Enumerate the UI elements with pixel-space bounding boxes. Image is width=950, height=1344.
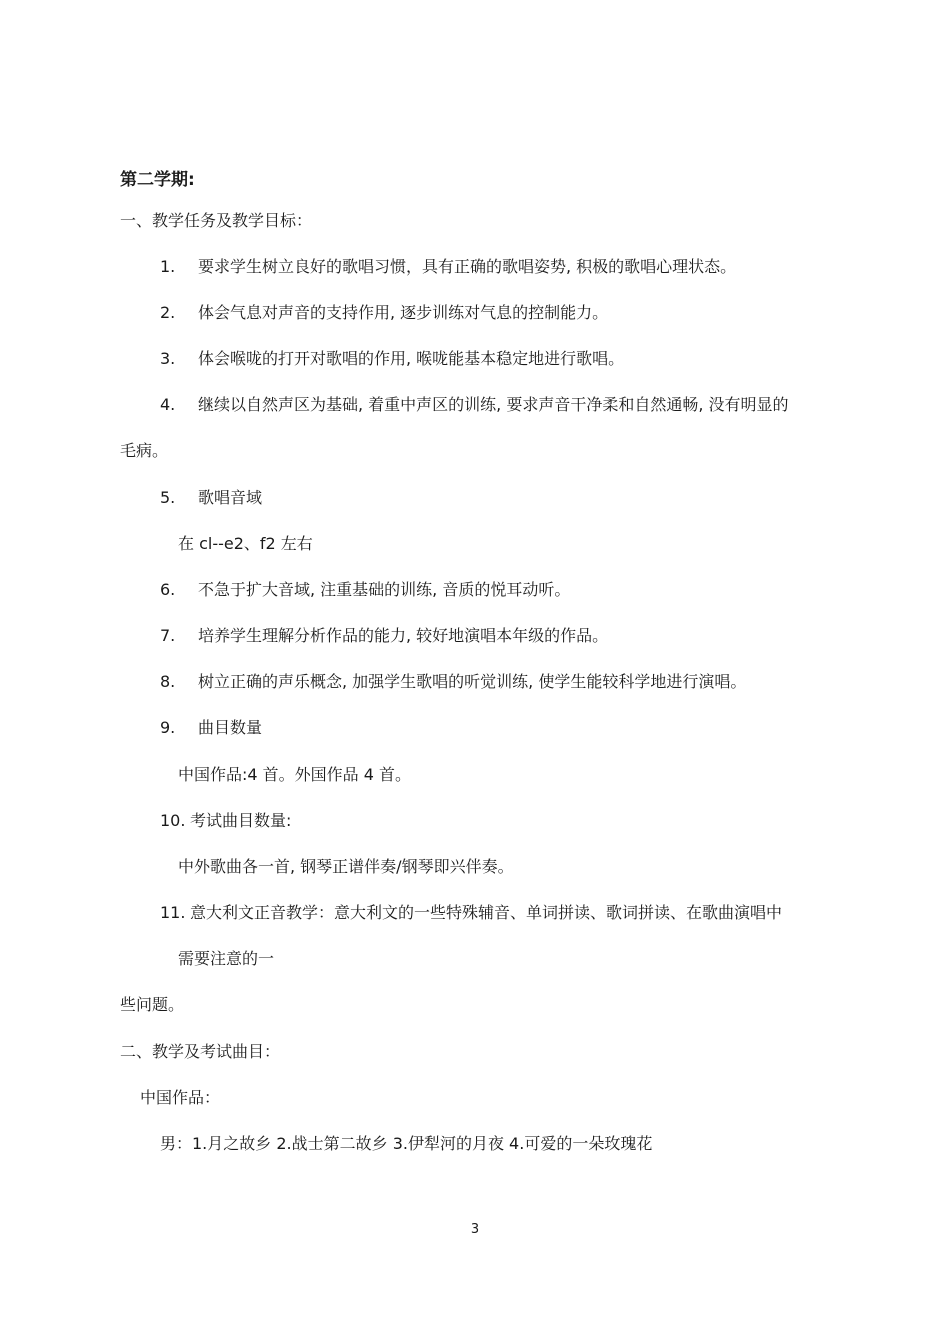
list-item	[160, 902, 782, 924]
item-continuation: 些问题。	[120, 995, 185, 1014]
item-subtext: 中外歌曲各一首, 钢琴正谱伴奏/钢琴即兴伴奏。	[178, 857, 514, 876]
list-item	[160, 717, 262, 739]
item-text: 意大利文正音教学：意大利文的一些特殊辅音、单词拼读、歌词拼读、在歌曲演唱中	[190, 903, 783, 922]
item-number: 11.	[160, 903, 186, 922]
semester-title: 第二学期:	[120, 170, 195, 190]
item-text: 不急于扩大音域, 注重基础的训练, 音质的悦耳动听。	[198, 580, 571, 599]
male-repertoire-line: 男：1.月之故乡 2.战士第二故乡 3.伊犁河的月夜 4.可爱的一朵玫瑰花	[160, 1134, 653, 1153]
list-item	[160, 302, 608, 324]
item-number: 1.	[160, 257, 176, 276]
list-item	[160, 256, 736, 278]
item-text: 树立正确的声乐概念, 加强学生歌唱的听觉训练, 使学生能较科学地进行演唱。	[198, 672, 747, 691]
section2-subheading: 中国作品：	[140, 1088, 221, 1107]
section1-heading: 一、教学任务及教学目标：	[120, 211, 313, 230]
list-item	[160, 625, 608, 647]
item-number: 4.	[160, 395, 176, 414]
item-text: 曲目数量	[198, 718, 263, 737]
list-item	[160, 487, 262, 509]
item-text: 体会喉咙的打开对歌唱的作用, 喉咙能基本稳定地进行歌唱。	[198, 349, 625, 368]
item-text: 体会气息对声音的支持作用, 逐步训练对气息的控制能力。	[198, 303, 609, 322]
item-subtext: 需要注意的一	[178, 949, 275, 968]
item-number: 3.	[160, 349, 176, 368]
item-number: 8.	[160, 672, 176, 691]
list-item	[160, 394, 789, 416]
page-number: 3	[470, 1222, 480, 1237]
list-item	[160, 579, 570, 601]
item-subtext: 中国作品:4 首。外国作品 4 首。	[178, 765, 412, 784]
item-text: 培养学生理解分析作品的能力, 较好地演唱本年级的作品。	[198, 626, 609, 645]
item-number: 6.	[160, 580, 176, 599]
section2-heading: 二、教学及考试曲目：	[120, 1042, 281, 1061]
item-text: 歌唱音域	[198, 488, 263, 507]
item-number: 5.	[160, 488, 176, 507]
list-item	[160, 671, 746, 693]
item-text: 继续以自然声区为基础, 着重中声区的训练, 要求声音干净柔和自然通畅, 没有明显的	[198, 395, 789, 414]
item-number: 10.	[160, 811, 186, 830]
item-text: 要求学生树立良好的歌唱习惯，具有正确的歌唱姿势, 积极的歌唱心理状态。	[198, 257, 737, 276]
item-number: 7.	[160, 626, 176, 645]
list-item	[160, 810, 291, 832]
list-item	[160, 348, 624, 370]
item-continuation: 毛病。	[120, 441, 169, 460]
item-subtext: 在 cl--e2、f2 左右	[178, 534, 313, 553]
item-number: 2.	[160, 303, 176, 322]
item-number: 9.	[160, 718, 176, 737]
item-text: 考试曲目数量:	[190, 811, 292, 830]
